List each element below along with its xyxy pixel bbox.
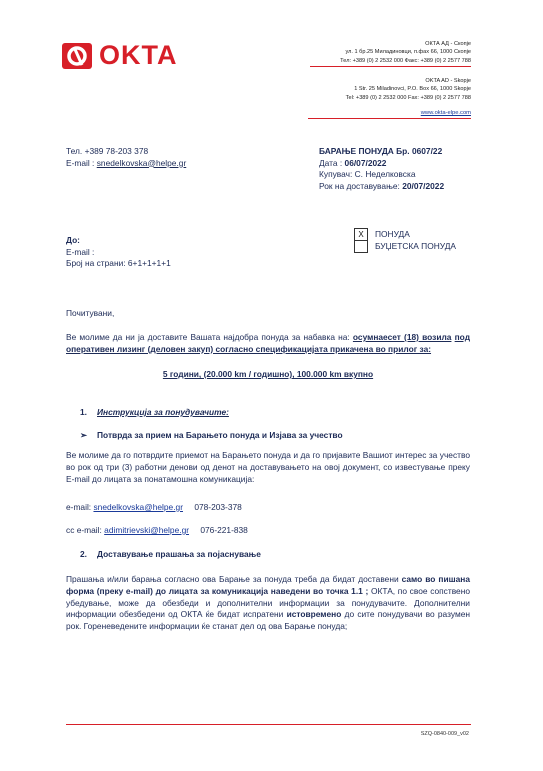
recipient-email: E-mail : — [66, 246, 95, 257]
address-line: Тел: +389 (0) 2 2532 000 Факс: +389 (0) 2 2577 788 — [340, 57, 471, 64]
sender-phone: Тел. +389 78-203 378 — [66, 146, 149, 156]
greeting: Почитувани, — [66, 308, 115, 318]
document-code: SZQ-0840-009_v02 — [420, 731, 469, 737]
request-info — [319, 146, 444, 192]
sender-email-link[interactable]: snedelkovska@helpe.gr — [96, 157, 187, 168]
option-budget-offer — [354, 240, 456, 253]
sender-block — [66, 146, 186, 169]
date-label: Дата : — [319, 157, 345, 168]
contact-1-phone: 078-203-378 — [194, 502, 242, 512]
intro-text: Ве молиме да ни ја доставите Вашата најдобра понуда за набавка на: — [66, 332, 353, 342]
section-2-number: 2. — [80, 549, 87, 559]
request-deadline: 20/07/2022 — [402, 180, 445, 191]
section-1-heading — [80, 407, 229, 419]
request-title: БАРАЊЕ ПОНУДА Бр. 0607/22 — [319, 146, 443, 156]
budget-offer-label: БУЏЕТСКА ПОНУДА — [375, 240, 456, 251]
paragraph-2-text: до сите понудувачи во разумен рок. Гореневедените информации ќе станат дел од ова Барање понуда; — [66, 609, 470, 632]
company-website-link[interactable]: www.okta-elpe.com — [420, 110, 471, 116]
section-1-number: 1. — [80, 407, 87, 417]
section-2-heading — [80, 549, 261, 561]
bullet-1 — [80, 430, 343, 442]
address-line: ОКТА АД - Скопје — [425, 41, 471, 47]
request-date: 06/07/2022 — [344, 157, 387, 168]
contact-2-label: cc e-mail: — [66, 525, 105, 535]
request-date-row — [319, 158, 444, 170]
deadline-label: Рок на доставување: — [319, 180, 403, 191]
contact-2-email-link[interactable]: adimitrievski@helpe.gr — [104, 525, 190, 535]
budget-offer-checkbox[interactable] — [354, 240, 368, 253]
section-2-title: Доставување прашања за појаснување — [97, 549, 261, 559]
contact-2 — [66, 525, 248, 537]
okta-logo-icon — [62, 43, 96, 69]
offer-label: ПОНУДА — [375, 228, 410, 239]
paragraph-2-emphasis: само во пишана форма (преку e-mail) до лицата за комуникација наведени во точка 1.1 ; — [66, 574, 470, 596]
contact-1 — [66, 502, 242, 514]
offer-checkbox[interactable]: X — [354, 228, 368, 241]
paragraph-2-text: ОКТА, по свое сопствено убедување, може да обезбеди и дополнителни информации за понудувачите. Дополнителни информации обезбедени од ОКТА ќе бидат испратени — [66, 585, 470, 620]
logo-wordmark: OKTA — [99, 40, 178, 70]
paragraph-2-emphasis: истовремено — [286, 609, 342, 620]
recipient-block — [66, 235, 171, 270]
arrow-bullet-icon: ➢ — [80, 430, 88, 440]
company-address-mk — [340, 40, 471, 65]
intro-vehicles: осумнаесет (18) возила — [352, 332, 452, 342]
footer-divider — [66, 724, 471, 725]
company-address-en — [346, 77, 471, 102]
email-label: E-mail : — [66, 157, 97, 168]
recipient-pages: Број на страни: 6+1+1+1+1 — [66, 258, 171, 268]
address-line: 1 Str. 25 Miladinovci, P.O. Box 66, 1000 Skopje — [354, 86, 471, 93]
intro-leasing: под оперативен лизинг (деловен закуп) согласно спецификацијата прикачена во прилог за: — [66, 332, 471, 354]
request-deadline-row — [319, 181, 444, 193]
intro-paragraph — [66, 332, 470, 356]
section-1-title: Инструкција за понудувачите: — [97, 407, 229, 417]
offer-type-options — [354, 228, 456, 253]
paragraph-2-text: Прашања и/или барања согласно ова Барање за понуда треба да бидат доставени — [66, 574, 402, 584]
bullet-1-text: Потврда за прием на Барањето понуда и Изјава за учество — [97, 430, 343, 440]
paragraph-1: Ве молиме да го потврдите приемот на Барањето понуда и да го пријавите Вашиот интерес за учество во рок од три (3) работни денови од денот на доставувањето на овој документ, со известување преку E-mail до лицата за понатамошна комуникација: — [66, 450, 470, 484]
lease-terms: 5 години, (20.000 km / годишно), 100.000 km вкупно — [162, 369, 374, 379]
contact-2-phone: 076-221-838 — [200, 525, 248, 535]
okta-logo — [62, 40, 178, 71]
paragraph-2 — [66, 574, 470, 633]
contact-1-label: e-mail: — [66, 502, 94, 512]
request-buyer: Купувач: С. Неделковска — [319, 169, 416, 179]
header-divider — [310, 66, 471, 67]
header-divider-bottom — [308, 118, 471, 119]
address-line: ул. 1 бр.25 Миладиновци, п.фах 66, 1000 Скопје — [345, 49, 471, 56]
recipient-to: До: — [66, 235, 80, 245]
address-line: Tel: +389 (0) 2 2532 000 Fax: +389 (0) 2 2577 788 — [345, 94, 471, 101]
contact-1-email-link[interactable]: snedelkovska@helpe.gr — [93, 502, 183, 512]
sender-email-row — [66, 158, 186, 170]
address-line: OKTA AD - Skopje — [425, 78, 471, 84]
